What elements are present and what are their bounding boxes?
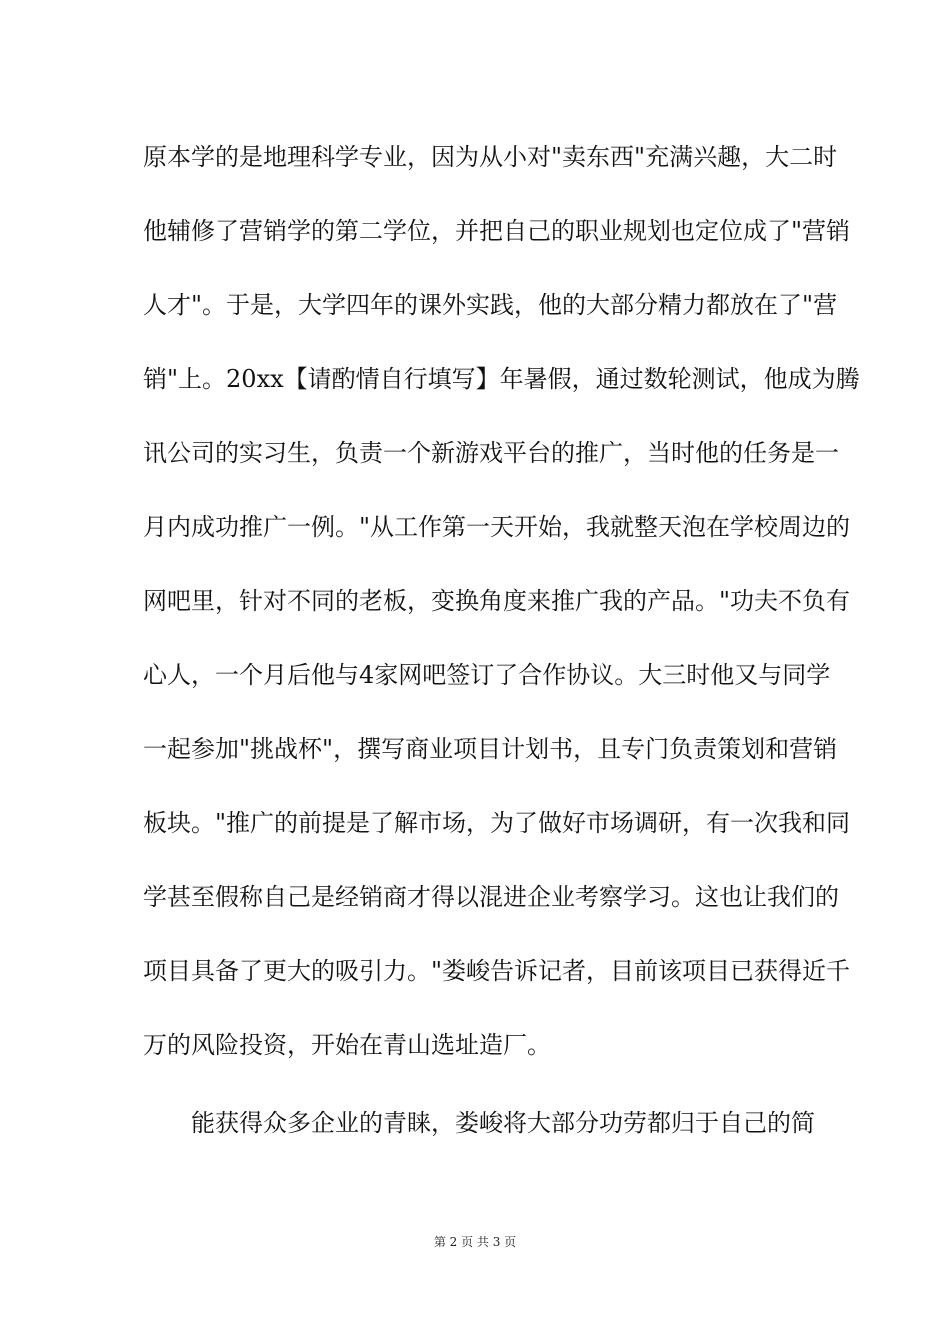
paragraph-1-line-13: 万的风险投资，开始在青山选址造厂。 [143,1031,551,1059]
paragraph-1-line-11: 学甚至假称自己是经销商才得以混进企业考察学习。这也让我们的 [143,883,839,911]
paragraph-1-line-7: 网吧里，针对不同的老板，变换角度来推广我的产品。"功夫不负有 [143,587,851,615]
paragraph-1-line-5: 讯公司的实习生，负责一个新游戏平台的推广，当时他的任务是一 [143,439,839,467]
paragraph-1-line-9: 一起参加"挑战杯"，撰写商业项目计划书，且专门负责策划和营销 [143,735,838,763]
paragraph-1-line-12: 项目具备了更大的吸引力。"娄峻告诉记者，目前该项目已获得近千 [143,957,851,985]
page-number-footer: 第 2 页 共 3 页 [433,1235,517,1249]
paragraph-1-line-3: 人才"。于是，大学四年的课外实践，他的大部分精力都放在了"营 [143,291,838,319]
paragraph-1-line-2: 他辅修了营销学的第二学位，并把自己的职业规划也定位成了"营销 [143,217,851,245]
paragraph-1-line-6: 月内成功推广一例。"从工作第一天开始，我就整天泡在学校周边的 [143,513,851,541]
paragraph-1-line-1: 原本学的是地理科学专业，因为从小对"卖东西"充满兴趣，大二时 [143,143,838,171]
paragraph-1-line-10: 板块。"推广的前提是了解市场，为了做好市场调研，有一次我和同 [143,809,851,837]
paragraph-2-line-1: 能获得众多企业的青睐，娄峻将大部分功劳都归于自己的简 [191,1109,815,1137]
paragraph-1-line-4: 销"上。20xx【请酌情自行填写】年暑假，通过数轮测试，他成为腾 [143,365,860,393]
paragraph-1-line-8: 心人，一个月后他与4家网吧签订了合作协议。大三时他又与同学 [143,661,831,689]
